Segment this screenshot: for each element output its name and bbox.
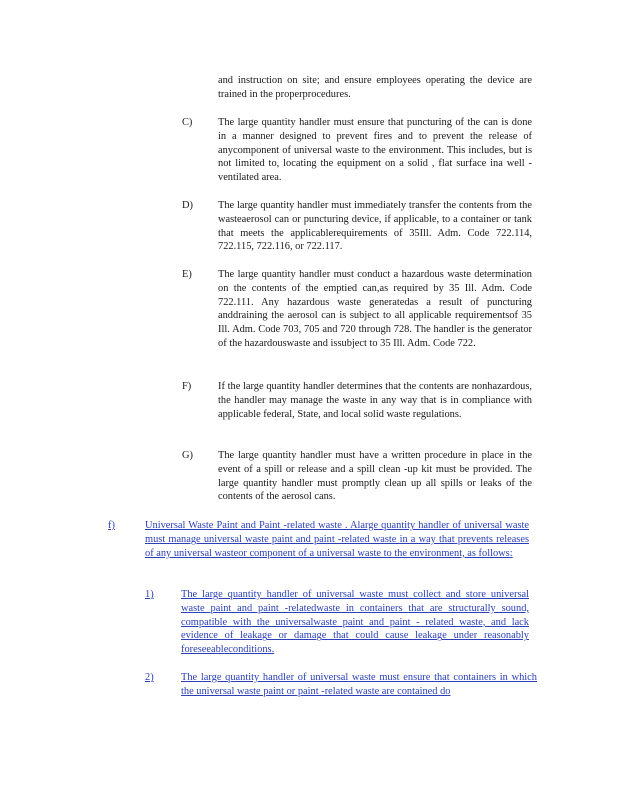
subitem-1-paragraph: The large quantity handler of universal waste must collect and store universal waste paint and paint -relatedwaste in containers that are structurally sound, compatible with the universalwaste paint and paint - related waste, and lack evidence of leakage or damage that could cause leakage under reasonably foreseeableconditions. bbox=[181, 589, 529, 656]
intro-continuation-paragraph: and instruction on site; and ensure employees operating the device are trained in the properprocedures. bbox=[218, 75, 532, 100]
subitem-2-label: 2) bbox=[145, 672, 154, 683]
item-g-paragraph: The large quantity handler must have a written procedure in place in the event of a spill or release and a spill clean -up kit must be provided. The large quantity handler must promptly clean up all spills or leaks of the contents of the aerosol cans. bbox=[218, 450, 532, 503]
subitem-1-label: 1) bbox=[145, 589, 154, 600]
item-c-paragraph: The large quantity handler must ensure that puncturing of the can is done in a manner designed to prevent fires and to prevent the release of anycomponent of universal waste to the environment. This includes, but is not limited to, locating the equipment on a solid , flat surface ina well -ventilated area. bbox=[218, 117, 532, 184]
item-c-label: C) bbox=[182, 117, 193, 128]
item-d-label: D) bbox=[182, 200, 193, 211]
item-g-label: G) bbox=[182, 450, 193, 461]
item-e-label: E) bbox=[182, 269, 192, 280]
section-f-paragraph: Universal Waste Paint and Paint -related waste . Alarge quantity handler of universal waste must manage universal waste paint and paint -related waste in a way that prevents releases of any universal wasteor component of a universal waste to the environment, as follows: bbox=[145, 520, 529, 559]
item-e-paragraph: The large quantity handler must conduct a hazardous waste determination on the contents of the emptied can,as required by 35 Ill. Adm. Code 722.111. Any hazardous waste generatedas a result of puncturing anddraining the aerosol can is subject to all applicable requirementsof 35 Ill. Adm. Code 703, 705 and 720 through 728. The handler is the generator of the hazardouswaste and issubject to 35 Ill. Adm. Code 722. bbox=[218, 269, 532, 349]
item-f-paragraph: If the large quantity handler determines that the contents are nonhazardous, the handler may manage the waste in any way that is in compliance with applicable federal, State, and local solid waste regulations. bbox=[218, 381, 532, 420]
section-f-label: f) bbox=[108, 520, 115, 531]
item-d-paragraph: The large quantity handler must immediately transfer the contents from the wasteaerosol can or puncturing device, if applicable, to a container or tank that meets the applicablerequirements of 35Ill. Adm. Code 722.114, 722.115, 722.116, or 722.117. bbox=[218, 200, 532, 253]
subitem-2-paragraph: The large quantity handler of universal waste must ensure that containers in which the universal waste paint or paint -related waste are contained do bbox=[181, 672, 537, 697]
item-f-label: F) bbox=[182, 381, 192, 392]
